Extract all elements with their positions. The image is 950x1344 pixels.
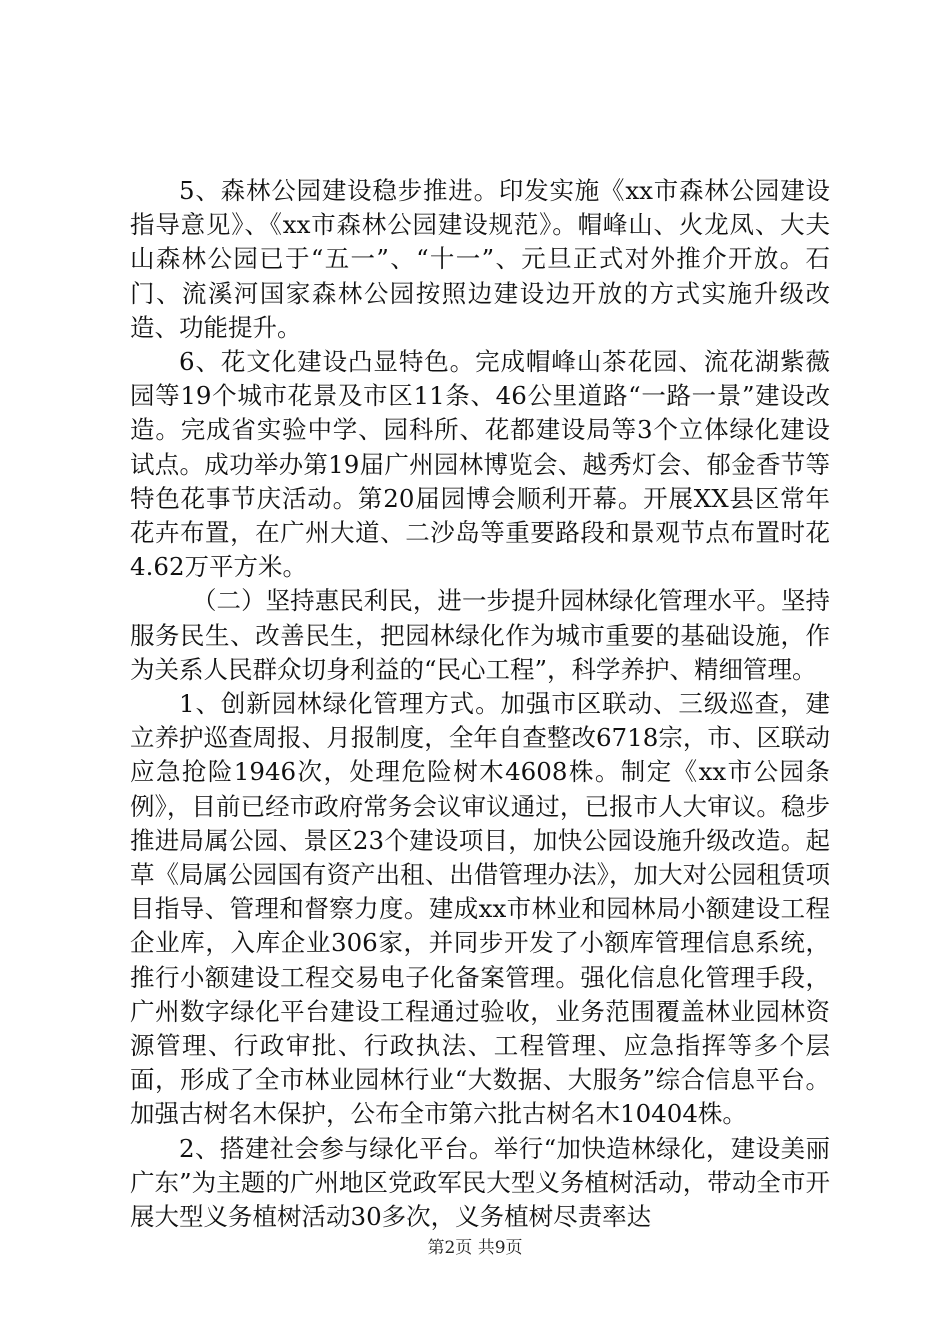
document-body xyxy=(130,174,830,1234)
paragraph-social-participation: 2、搭建社会参与绿化平台。举行“加快造林绿化，建设美丽广东”为主题的广州地区党政军民大型义务植树活动，带动全市开展大型义务植树活动30多次，义务植树尽责率达 xyxy=(130,1133,830,1232)
paragraph-management-innovation: 1、创新园林绿化管理方式。加强市区联动、三级巡查，建立养护巡查周报、月报制度，全年自查整改6718宗，市、区联动应急抢险1946次，处理危险树木4608株。制定《xx市公园条例》，目前已经市政府常务会议审议通过，已报市人大审议。稳步推进局属公园、景区23个建设项目，加快公园设施升级改造。起草《局属公园国有资产出租、出借管理办法》，加大对公园租赁项目指导、管理和督察力度。建成xx市林业和园林局小额建设工程企业库，入库企业306家，并同步开发了小额库管理信息系统，推行小额建设工程交易电子化备案管理。强化信息化管理手段，广州数字绿化平台建设工程通过验收，业务范围覆盖林业园林资源管理、行政审批、行政执法、工程管理、应急指挥等多个层面，形成了全市林业园林行业“大数据、大服务”综合信息平台。加强古树名木保护，公布全市第六批古树名木10404株。 xyxy=(130,689,830,1129)
page-footer: 第2页 共9页 xyxy=(427,1238,523,1258)
paragraph-flower-culture: 6、花文化建设凸显特色。完成帽峰山茶花园、流花湖紫薇园等19个城市花景及市区11条、46公里道路“一路一景”建设改造。完成省实验中学、园科所、花都建设局等3个立体绿化建设试点。成功举办第19届广州园林博览会、越秀灯会、郁金香节等特色花事节庆活动。第20届园博会顺利开幕。开展XX县区常年花卉布置，在广州大道、二沙岛等重要路段和景观节点布置时花4.62万平方米。 xyxy=(130,347,830,582)
paragraph-forest-park: 5、森林公园建设稳步推进。印发实施《xx市森林公园建设指导意见》、《xx市森林公园建设规范》。帽峰山、火龙凤、大夫山森林公园已于“五一”、“十一”、元旦正式对外推介开放。石门、流溪河国家森林公园按照边建设边开放的方式实施升级改造、功能提升。 xyxy=(130,176,830,342)
section-heading-management: （二）坚持惠民利民，进一步提升园林绿化管理水平。坚持服务民生、改善民生，把园林绿化作为城市重要的基础设施，作为关系人民群众切身利益的“民心工程”，科学养护、精细管理。 xyxy=(130,586,830,684)
